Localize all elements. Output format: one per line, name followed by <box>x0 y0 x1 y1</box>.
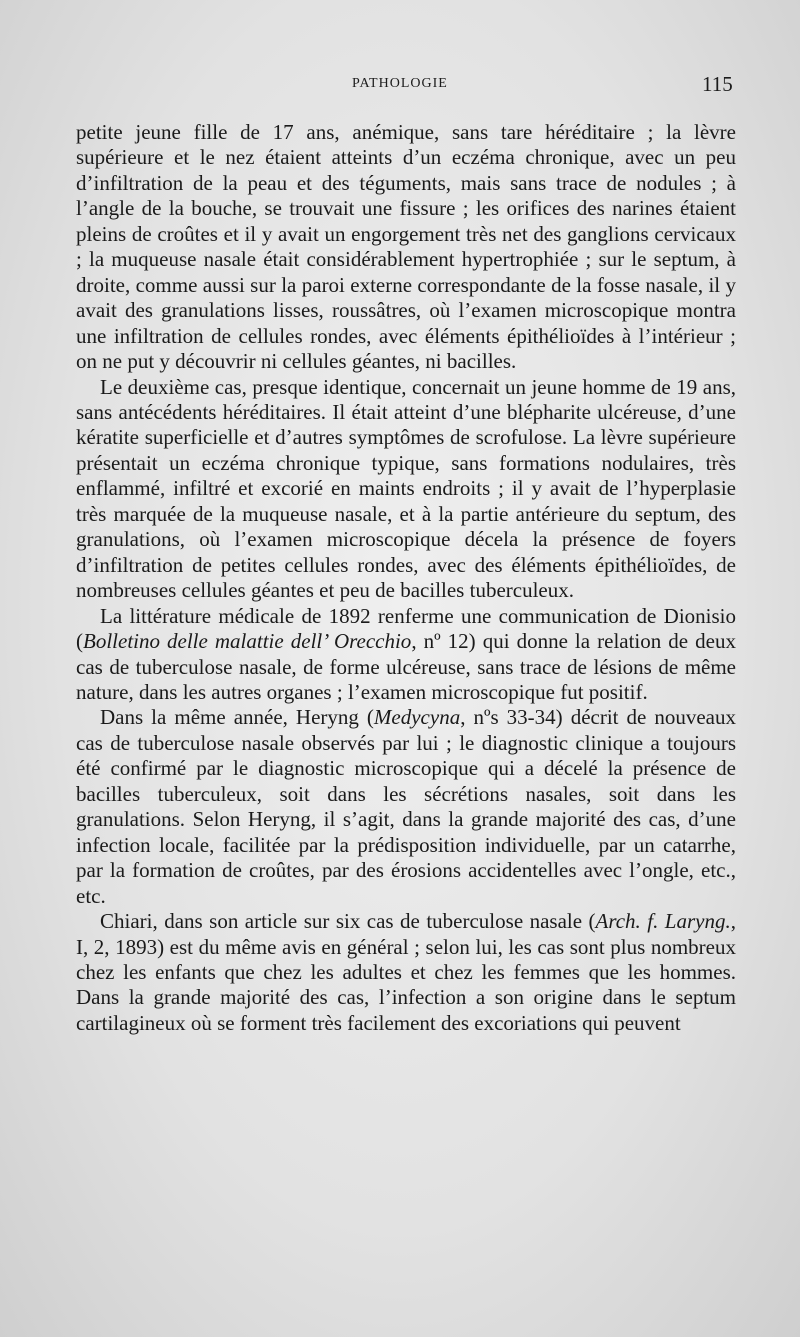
body-text <box>76 120 736 1036</box>
paragraph-5-text-a: Chiari, dans son article sur six cas de tuberculose nasale ( <box>100 909 596 934</box>
paragraph-4-citation: Medycyna <box>373 705 461 730</box>
paragraph-4-text-a: Dans la même année, Heryng ( <box>100 705 374 730</box>
running-title: PATHOLOGIE <box>352 76 448 91</box>
paragraph-1: petite jeune fille de 17 ans, anémique, sans tare héréditaire ; la lèvre supérieure et le nez étaient atteints d’un eczéma chronique, avec un peu d’infiltration de la peau et des téguments, mais sans trace de nodules ; à l’angle de la bouche, se trouvait une fissure ; les orifices des narines étaient pleins de croûtes et il y avait un engorgement très net des ganglions cervicaux ; la muqueuse nasale était considérablement hypertrophiée ; sur le septum, à droite, comme aussi sur la paroi externe correspondante de la fosse nasale, il y avait des granulations lisses, roussâtres, où l’examen microscopique montra une infiltration de cellules rondes, avec éléments épithélioïdes à l’intérieur ; on ne put y découvrir ni cellules géantes, ni bacilles. <box>76 120 736 374</box>
paragraph-2: Le deuxième cas, presque identique, concernait un jeune homme de 19 ans, sans antécédents héréditaires. Il était atteint d’une blépharite ulcéreuse, d’une kératite superficielle et d’autres symptômes de scrofulose. La lèvre supérieure présentait un eczéma chronique typique, sans formations nodulaires, très enflammé, infiltré et excorié en maints endroits ; il y avait de l’hyperplasie très marquée de la muqueuse nasale, et à la partie antérieure du septum, des granulations, où l’examen microscopique décela la présence de foyers d’infiltration de petites cellules rondes, avec des éléments épithélioïdes, de nombreuses cellules géantes et peu de bacilles tuberculeux. <box>76 374 736 603</box>
running-head <box>0 72 800 100</box>
paragraph-3-citation: Bolletino delle malattie dell’ Orecchio <box>83 629 412 654</box>
paragraph-5-citation: Arch. f. Laryng. <box>595 909 731 934</box>
page-number: 115 <box>702 72 733 96</box>
paragraph-3-text-b: , nº 12) qui donne la relation de deux cas de tuberculose nasale, de forme ulcéreuse, sans trace de lésions de même nature, dans les autres organes ; l’examen microscopique fut positif. <box>76 629 736 704</box>
paragraph-3 <box>76 604 736 706</box>
paragraph-4 <box>76 705 736 909</box>
paragraph-5-text-b: , I, 2, 1893) est du même avis en général ; selon lui, les cas sont plus nombreux chez les enfants que chez les adultes et chez les femmes que les hommes. Dans la grande majorité des cas, l’infection a son origine dans le septum cartilagineux où se forment très facilement des excoriations qui peuvent <box>76 909 736 1035</box>
paragraph-3-text-a: La littérature médicale de 1892 renferme une communication de Dionisio ( <box>76 603 736 654</box>
paragraph-5 <box>76 909 736 1036</box>
paragraph-4-text-b: , nºs 33-34) décrit de nouveaux cas de tuberculose nasale observés par lui ; le diagnostic clinique a toujours été confirmé par le diagnostic microscopique qui a décelé la présence de bacilles tuberculeux, soit dans les sécrétions nasales, soit dans les granulations. Selon Heryng, il s’agit, dans la grande majorité des cas, d’une infection locale, facilitée par la prédisposition individuelle, par un catarrhe, par la formation de croûtes, par des érosions accidentelles avec l’ongle, etc., etc. <box>76 705 736 908</box>
